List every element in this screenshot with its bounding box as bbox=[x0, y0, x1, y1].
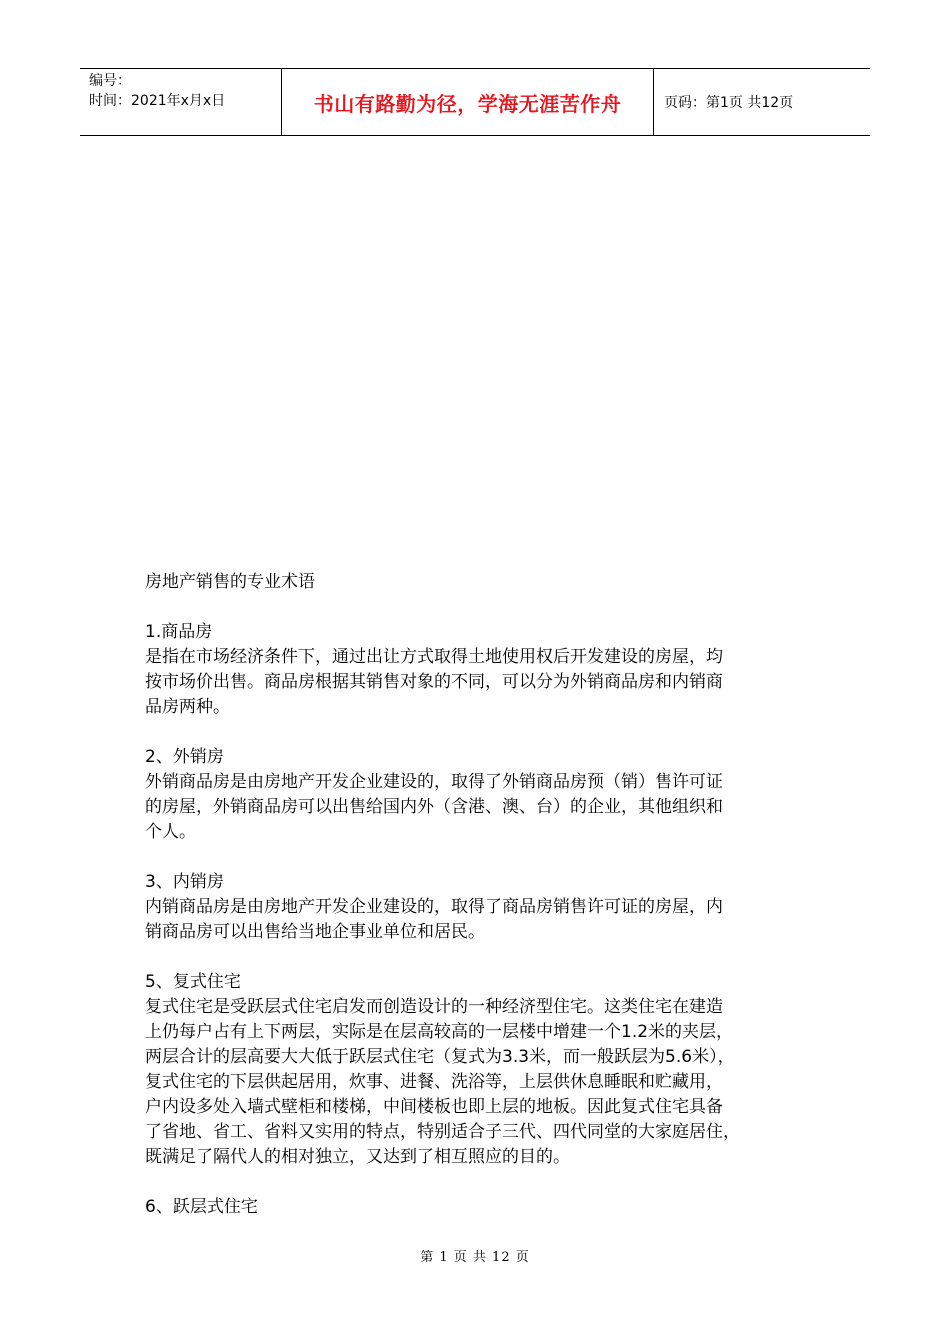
paragraph-line: 上仍每户占有上下两层，实际是在层高较高的一层楼中增建一个1.2米的夹层， bbox=[145, 1022, 734, 1042]
paragraph-line: 内销商品房是由房地产开发企业建设的，取得了商品房销售许可证的房屋，内 bbox=[145, 897, 723, 917]
header-meta-cell bbox=[80, 69, 282, 135]
paragraph-line: 是指在市场经济条件下，通过出让方式取得土地使用权后开发建设的房屋，均 bbox=[145, 647, 723, 667]
spacer bbox=[145, 595, 835, 620]
section-heading: 6、跃层式住宅 bbox=[145, 1197, 258, 1217]
paragraph-line: 两层合计的层高要大大低于跃层式住宅（复式为3.3米，而一般跃层为5.6米）， bbox=[145, 1047, 735, 1067]
header-page-info: 页码：第1页 共12页 bbox=[664, 95, 794, 111]
section-export-housing bbox=[145, 745, 835, 845]
paragraph-line: 销商品房可以出售给当地企事业单位和居民。 bbox=[145, 922, 485, 942]
document-date: 时间：2021年x月x日 bbox=[89, 93, 226, 109]
header-motto: 书山有路勤为径，学海无涯苦作舟 bbox=[313, 91, 622, 116]
paragraph-line: 个人。 bbox=[145, 822, 196, 842]
paragraph-line: 户内设多处入墙式壁柜和楼梯，中间楼板也即上层的地板。因此复式住宅具备 bbox=[145, 1097, 723, 1117]
page-header bbox=[80, 68, 870, 136]
section-domestic-housing bbox=[145, 870, 835, 945]
section-split-level-housing bbox=[145, 1195, 835, 1220]
spacer bbox=[145, 1170, 835, 1195]
document-title: 房地产销售的专业术语 bbox=[145, 572, 315, 592]
paragraph-line: 外销商品房是由房地产开发企业建设的，取得了外销商品房预（销）售许可证 bbox=[145, 772, 723, 792]
spacer bbox=[145, 945, 835, 970]
paragraph-line: 既满足了隔代人的相对独立，又达到了相互照应的目的。 bbox=[145, 1147, 570, 1167]
section-commercial-housing bbox=[145, 620, 835, 720]
paragraph-line: 了省地、省工、省料又实用的特点，特别适合子三代、四代同堂的大家庭居住， bbox=[145, 1122, 740, 1142]
spacer bbox=[145, 845, 835, 870]
section-heading: 5、复式住宅 bbox=[145, 972, 241, 992]
header-page-cell bbox=[654, 69, 870, 135]
section-heading: 1.商品房 bbox=[145, 622, 213, 642]
paragraph-line: 复式住宅的下层供起居用，炊事、进餐、洗浴等，上层供休息睡眠和贮藏用， bbox=[145, 1072, 723, 1092]
document-number-label: 编号： bbox=[89, 73, 131, 89]
paragraph-line: 复式住宅是受跃层式住宅启发而创造设计的一种经济型住宅。这类住宅在建造 bbox=[145, 997, 723, 1017]
paragraph-line: 按市场价出售。商品房根据其销售对象的不同，可以分为外销商品房和内销商 bbox=[145, 672, 723, 692]
paragraph-line: 品房两种。 bbox=[145, 697, 230, 717]
document-body bbox=[145, 570, 835, 1220]
section-duplex-housing bbox=[145, 970, 835, 1170]
header-motto-cell bbox=[282, 69, 654, 135]
page-footer: 第 1 页 共 12 页 bbox=[420, 1250, 530, 1265]
paragraph-line: 的房屋，外销商品房可以出售给国内外（含港、澳、台）的企业，其他组织和 bbox=[145, 797, 723, 817]
spacer bbox=[145, 720, 835, 745]
section-heading: 2、外销房 bbox=[145, 747, 224, 767]
section-heading: 3、内销房 bbox=[145, 872, 224, 892]
